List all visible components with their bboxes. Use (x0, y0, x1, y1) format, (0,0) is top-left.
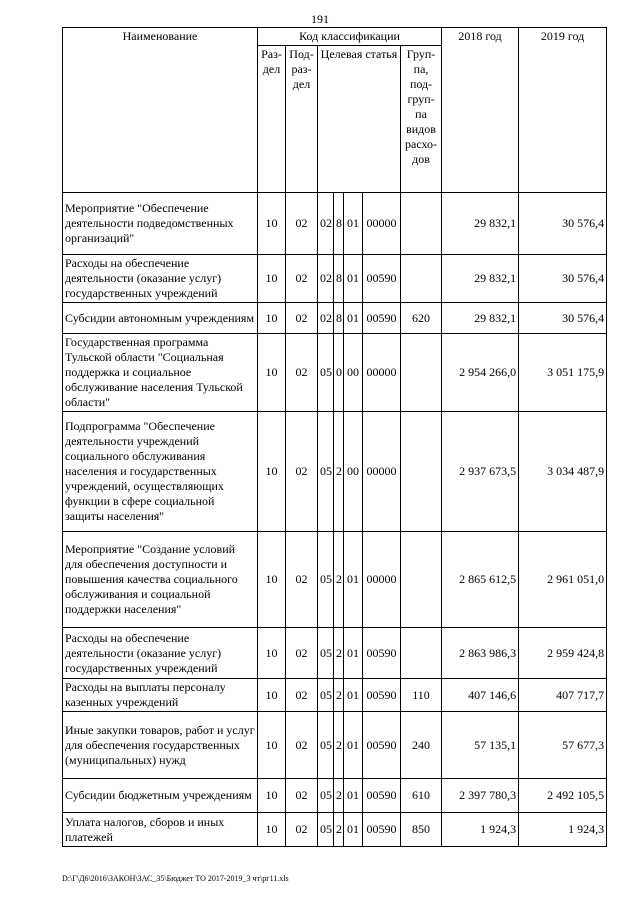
table-row (63, 813, 607, 847)
row-value-2019: 30 576,4 (519, 193, 607, 255)
row-podrazdel: 02 (286, 412, 318, 532)
table-row (63, 679, 607, 712)
row-name: Субсидии бюджетным учреждениям (63, 779, 258, 813)
row-value-2018: 2 954 266,0 (442, 334, 519, 412)
row-razdel: 10 (258, 813, 286, 847)
row-razdel: 10 (258, 712, 286, 779)
row-razdel: 10 (258, 679, 286, 712)
row-value-2019: 30 576,4 (519, 303, 607, 334)
row-name: Государственная программа Тульской области "Социальная поддержка и социальное обслуживание населения Тульской области" (63, 334, 258, 412)
row-group (401, 412, 442, 532)
row-name: Уплата налогов, сборов и иных платежей (63, 813, 258, 847)
row-value-2019: 2 492 105,5 (519, 779, 607, 813)
row-cs3: 01 (344, 532, 363, 628)
row-cs4: 00590 (363, 779, 401, 813)
row-value-2019: 30 576,4 (519, 255, 607, 303)
row-name: Иные закупки товаров, работ и услуг для обеспечения государственных (муниципальных) нужд (63, 712, 258, 779)
row-group (401, 255, 442, 303)
row-value-2018: 1 924,3 (442, 813, 519, 847)
row-cs1: 05 (318, 712, 334, 779)
page-number: 191 (311, 12, 329, 26)
row-cs1: 05 (318, 779, 334, 813)
row-cs3: 00 (344, 334, 363, 412)
row-name: Расходы на обеспечение деятельности (оказание услуг) государственных учреждений (63, 255, 258, 303)
row-value-2018: 2 865 612,5 (442, 532, 519, 628)
row-razdel: 10 (258, 193, 286, 255)
row-cs4: 00590 (363, 712, 401, 779)
row-cs4: 00590 (363, 813, 401, 847)
row-name: Мероприятие "Обеспечение деятельности подведомственных организаций" (63, 193, 258, 255)
row-razdel: 10 (258, 334, 286, 412)
row-podrazdel: 02 (286, 334, 318, 412)
row-cs2: 0 (334, 334, 344, 412)
row-podrazdel: 02 (286, 813, 318, 847)
table-row (63, 779, 607, 813)
row-name: Расходы на выплаты персоналу казенных учреждений (63, 679, 258, 712)
row-name: Расходы на обеспечение деятельности (оказание услуг) государственных учреждений (63, 628, 258, 679)
row-podrazdel: 02 (286, 712, 318, 779)
row-value-2018: 29 832,1 (442, 255, 519, 303)
table-row (63, 303, 607, 334)
row-cs3: 01 (344, 193, 363, 255)
row-cs2: 8 (334, 255, 344, 303)
row-cs2: 2 (334, 813, 344, 847)
row-cs3: 01 (344, 303, 363, 334)
row-value-2018: 29 832,1 (442, 303, 519, 334)
row-podrazdel: 02 (286, 193, 318, 255)
header-expense-group: Груп- па, под- груп- па видов расхо- дов (401, 46, 442, 193)
row-value-2018: 2 863 986,3 (442, 628, 519, 679)
header-podrazdel: Под- раз- дел (286, 46, 318, 193)
row-value-2018: 2 397 780,3 (442, 779, 519, 813)
row-cs1: 05 (318, 679, 334, 712)
row-podrazdel: 02 (286, 303, 318, 334)
row-cs2: 2 (334, 412, 344, 532)
row-group (401, 532, 442, 628)
row-cs4: 00590 (363, 679, 401, 712)
row-group: 620 (401, 303, 442, 334)
row-cs4: 00000 (363, 193, 401, 255)
row-razdel: 10 (258, 628, 286, 679)
row-value-2019: 2 959 424,8 (519, 628, 607, 679)
table-row (63, 334, 607, 412)
row-cs1: 05 (318, 628, 334, 679)
header-razdel: Раз- дел (258, 46, 286, 193)
table-row (63, 628, 607, 679)
table-row (63, 193, 607, 255)
row-value-2019: 2 961 051,0 (519, 532, 607, 628)
header-classification-code: Код классификации (258, 28, 442, 46)
header-year-2018: 2018 год (442, 28, 519, 193)
row-cs2: 8 (334, 303, 344, 334)
row-cs3: 01 (344, 813, 363, 847)
row-podrazdel: 02 (286, 679, 318, 712)
row-name: Подпрограмма "Обеспечение деятельности учреждений социального обслуживания населения и государственных учреждений, осуществляющих функции в сфере социальной защиты населения" (63, 412, 258, 532)
row-group: 610 (401, 779, 442, 813)
row-cs1: 05 (318, 412, 334, 532)
table-row (63, 712, 607, 779)
row-podrazdel: 02 (286, 779, 318, 813)
row-cs3: 01 (344, 679, 363, 712)
row-cs3: 00 (344, 412, 363, 532)
row-group (401, 628, 442, 679)
row-value-2019: 407 717,7 (519, 679, 607, 712)
row-value-2018: 2 937 673,5 (442, 412, 519, 532)
table-row (63, 412, 607, 532)
row-cs2: 2 (334, 628, 344, 679)
budget-table (62, 27, 607, 847)
table-row (63, 532, 607, 628)
row-cs4: 00000 (363, 334, 401, 412)
row-value-2019: 1 924,3 (519, 813, 607, 847)
row-group (401, 334, 442, 412)
row-razdel: 10 (258, 412, 286, 532)
row-cs4: 00590 (363, 255, 401, 303)
row-name: Субсидии автономным учреждениям (63, 303, 258, 334)
header-year-2019: 2019 год (519, 28, 607, 193)
row-cs3: 01 (344, 255, 363, 303)
row-cs4: 00590 (363, 303, 401, 334)
row-cs1: 02 (318, 193, 334, 255)
row-cs3: 01 (344, 712, 363, 779)
row-group: 240 (401, 712, 442, 779)
row-group: 850 (401, 813, 442, 847)
row-value-2019: 57 677,3 (519, 712, 607, 779)
row-name: Мероприятие "Создание условий для обеспечения доступности и повышения качества социального обслуживания и социальной поддержки населения" (63, 532, 258, 628)
row-cs4: 00000 (363, 412, 401, 532)
row-razdel: 10 (258, 532, 286, 628)
row-cs1: 05 (318, 334, 334, 412)
row-cs1: 02 (318, 303, 334, 334)
row-cs2: 2 (334, 779, 344, 813)
row-cs3: 01 (344, 779, 363, 813)
row-cs1: 02 (318, 255, 334, 303)
row-podrazdel: 02 (286, 628, 318, 679)
row-group (401, 193, 442, 255)
row-cs4: 00590 (363, 628, 401, 679)
file-path-footer: D:\Г\Д6\2016\ЗАКОН\ЗАС_35\Бюджет ТО 2017-2019_3 чт\рг11.xls (62, 874, 289, 883)
row-cs2: 2 (334, 712, 344, 779)
row-value-2018: 407 146,6 (442, 679, 519, 712)
row-cs2: 2 (334, 532, 344, 628)
row-value-2019: 3 051 175,9 (519, 334, 607, 412)
row-razdel: 10 (258, 255, 286, 303)
row-value-2018: 29 832,1 (442, 193, 519, 255)
row-group: 110 (401, 679, 442, 712)
row-cs3: 01 (344, 628, 363, 679)
row-cs4: 00000 (363, 532, 401, 628)
row-cs2: 2 (334, 679, 344, 712)
row-value-2018: 57 135,1 (442, 712, 519, 779)
header-name: Наименование (63, 28, 258, 193)
header-target-article: Целевая статья (318, 46, 401, 193)
row-cs1: 05 (318, 532, 334, 628)
row-podrazdel: 02 (286, 532, 318, 628)
table-row (63, 255, 607, 303)
row-razdel: 10 (258, 779, 286, 813)
row-cs1: 05 (318, 813, 334, 847)
row-cs2: 8 (334, 193, 344, 255)
row-value-2019: 3 034 487,9 (519, 412, 607, 532)
row-razdel: 10 (258, 303, 286, 334)
row-podrazdel: 02 (286, 255, 318, 303)
